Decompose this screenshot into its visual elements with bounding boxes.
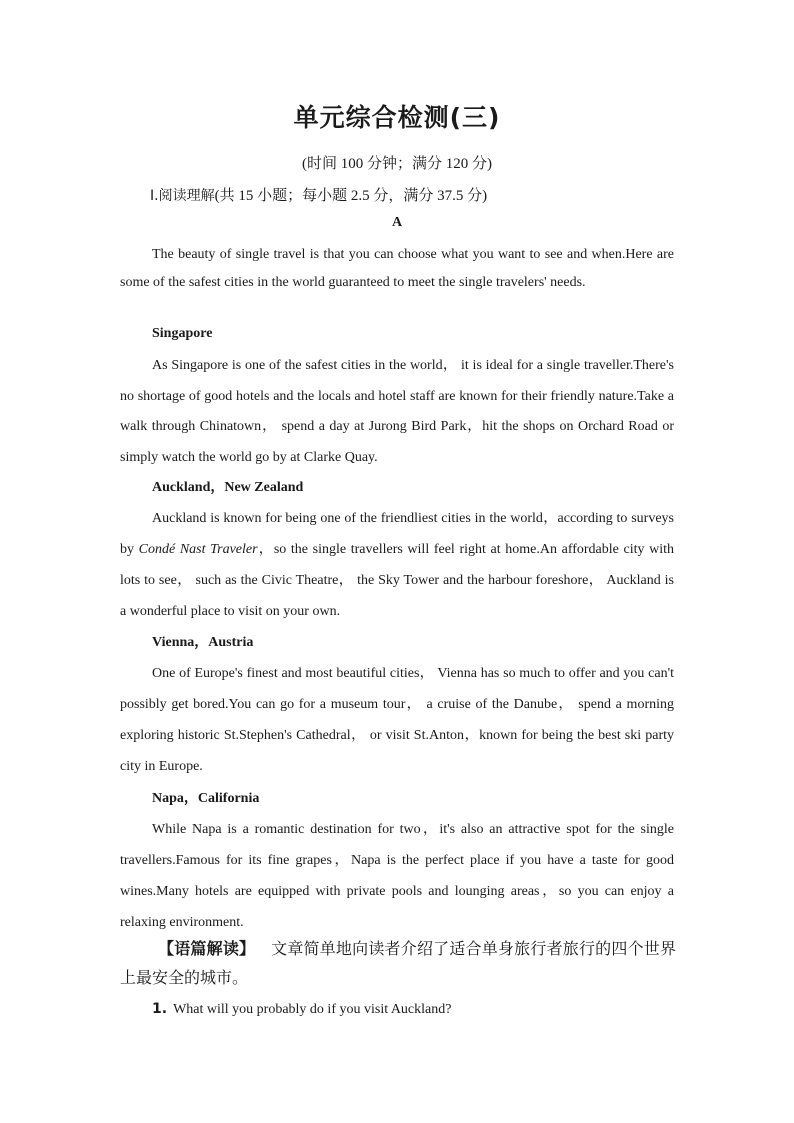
auckland-text-after: ，so the single travellers will feel right at home.An affordable city with lots to see， such as the Civic Theatre， the Sky Tower and the harbour foreshore， Auckland is a wonderful place to visit on your own. [120,542,675,619]
magazine-title: Condé Nast Traveler [138,542,258,557]
page-title: 单元综合检测(三) [293,103,501,132]
city-paragraph-singapore: As Singapore is one of the safest cities in the world， it is ideal for a single traveller.There's no shortage of good hotels and the locals and hotel staff are known for their friendly nature.Take a walk through Chinatown， spend a day at Jurong Bird Park，hit the shops on Orchard Road or simply watch the world go by at Clarke Quay. [120,358,674,465]
question-number: 1. [152,1001,168,1017]
passage-letter: A [391,215,403,230]
intro-paragraph: The beauty of single travel is that you can choose what you want to see and when.Here are some of the safest cities in the world guaranteed to meet the single travelers' needs. [120,247,674,290]
question-1 [152,1001,451,1018]
city-heading-vienna: Vienna，Austria [152,635,254,650]
guide-label: 【语篇解读】 [158,939,256,958]
city-paragraph-vienna: One of Europe's finest and most beautiful cities， Vienna has so much to offer and you can't possibly get bored.You can go for a museum tour， a cruise of the Danube， spend a morning exploring historic St.Stephen's Cathedral， or visit St.Anton，known for being the best ski party city in Europe. [120,666,674,774]
exam-time-info: (时间 100 分钟；满分 120 分) [302,156,492,172]
section-title: Ⅰ.阅读理解 [150,188,215,204]
question-text: What will you probably do if you visit Auckland? [173,1002,452,1017]
guide-text: 文章简单地向读者介绍了适合单身旅行者旅行的四个世界上最安全的城市。 [120,939,676,987]
city-paragraph-napa: While Napa is a romantic destination for two，it's also an attractive spot for the single travellers.Famous for its fine grapes，Napa is the perfect place if you have a taste for good wines.Many hotels are equipped with private pools and lounging areas，so you can enjoy a relaxing environment. [120,822,674,930]
passage-guide [120,934,676,992]
city-heading-singapore: Singapore [152,326,213,341]
section-heading [150,184,487,205]
auckland-text-before: Auckland is known for being one of the friendliest cities in the world，according to surveys by [120,511,674,557]
city-heading-napa: Napa，California [152,791,260,806]
city-heading-auckland: Auckland，New Zealand [152,480,304,495]
section-detail: (共 15 小题；每小题 2.5 分，满分 37.5 分) [214,188,488,204]
city-paragraph-auckland [120,503,674,627]
